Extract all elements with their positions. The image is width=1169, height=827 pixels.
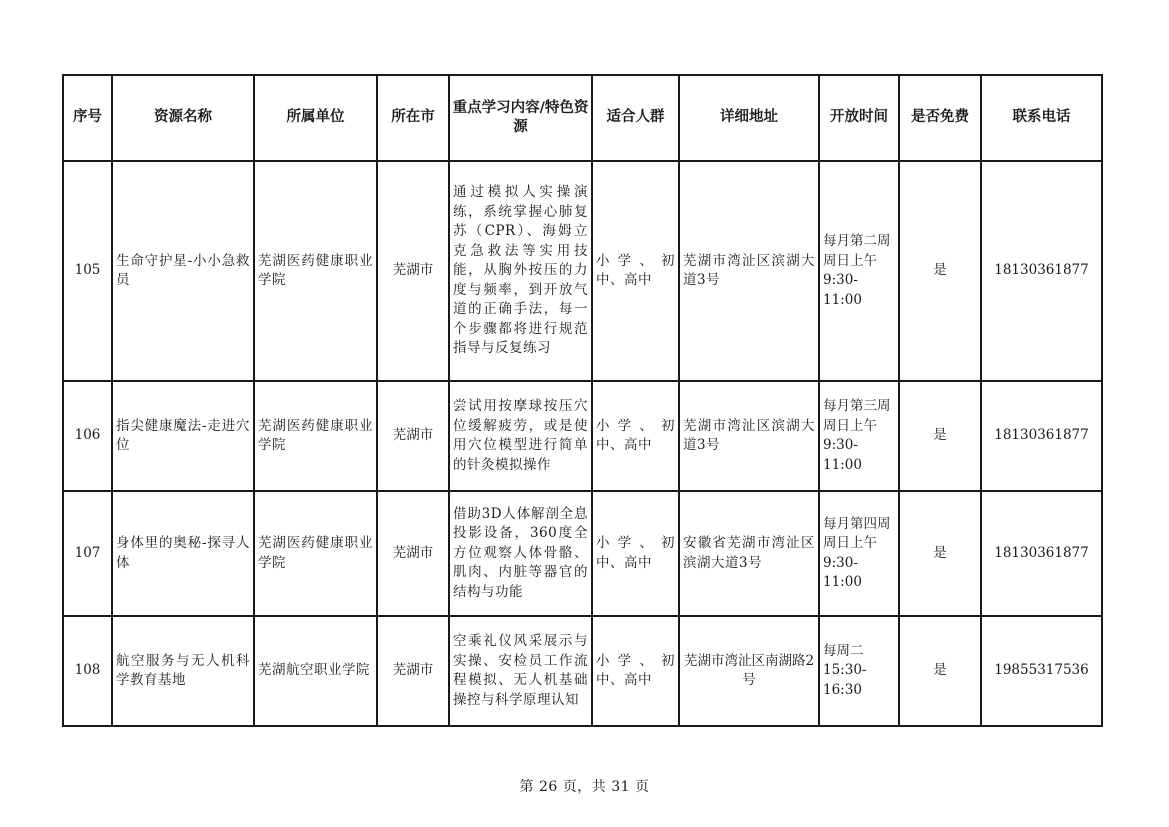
cell-city: 芜湖市	[377, 491, 449, 616]
cell-phone: 18130361877	[981, 381, 1102, 491]
cell-address: 芜湖市湾沚区滨湖大道3号	[679, 381, 819, 491]
cell-phone: 19855317536	[981, 616, 1102, 726]
table-row	[63, 616, 1102, 726]
cell-address: 芜湖市湾沚区南湖路2号	[679, 616, 819, 726]
cell-address: 安徽省芜湖市湾沚区滨湖大道3号	[679, 491, 819, 616]
cell-audience: 小学、初中、高中	[592, 491, 679, 616]
header-cell-content: 重点学习内容/特色资源	[449, 75, 592, 161]
header-cell-index: 序号	[63, 75, 112, 161]
cell-content: 尝试用按摩球按压穴位缓解疲劳，或是使用穴位模型进行简单的针灸模拟操作	[449, 381, 592, 491]
header-cell-phone: 联系电话	[981, 75, 1102, 161]
cell-content: 空乘礼仪风采展示与实操、安检员工作流程模拟、无人机基础操控与科学原理认知	[449, 616, 592, 726]
table-row	[63, 491, 1102, 616]
cell-hours: 每月第三周周日上午 9:30-11:00	[819, 381, 899, 491]
header-cell-audience: 适合人群	[592, 75, 679, 161]
cell-unit: 芜湖医药健康职业学院	[254, 161, 377, 381]
header-cell-hours: 开放时间	[819, 75, 899, 161]
table-row	[63, 381, 1102, 491]
cell-audience: 小学、初中、高中	[592, 161, 679, 381]
header-cell-resource-name: 资源名称	[112, 75, 254, 161]
cell-address: 芜湖市湾沚区滨湖大道3号	[679, 161, 819, 381]
cell-index: 107	[63, 491, 112, 616]
cell-city: 芜湖市	[377, 161, 449, 381]
table-header-row	[63, 75, 1102, 161]
cell-free: 是	[899, 616, 981, 726]
cell-free: 是	[899, 381, 981, 491]
cell-city: 芜湖市	[377, 616, 449, 726]
cell-free: 是	[899, 161, 981, 381]
cell-resource-name: 生命守护星-小小急救员	[112, 161, 254, 381]
page-footer: 第 26 页，共 31 页	[519, 779, 650, 795]
table-row	[63, 161, 1102, 381]
cell-phone: 18130361877	[981, 161, 1102, 381]
cell-content: 通过模拟人实操演练，系统掌握心肺复苏（CPR）、海姆立克急救法等实用技能，从胸外按压的力度与频率，到开放气道的正确手法，每一个步骤都将进行规范指导与反复练习	[449, 161, 592, 381]
cell-resource-name: 身体里的奥秘-探寻人体	[112, 491, 254, 616]
cell-index: 106	[63, 381, 112, 491]
cell-phone: 18130361877	[981, 491, 1102, 616]
header-cell-unit: 所属单位	[254, 75, 377, 161]
cell-content: 借助3D人体解剖全息投影设备，360度全方位观察人体骨骼、肌肉、内脏等器官的结构与功能	[449, 491, 592, 616]
cell-hours: 每周二 15:30-16:30	[819, 616, 899, 726]
cell-free: 是	[899, 491, 981, 616]
cell-city: 芜湖市	[377, 381, 449, 491]
header-cell-free: 是否免费	[899, 75, 981, 161]
cell-audience: 小学、初中、高中	[592, 381, 679, 491]
cell-index: 108	[63, 616, 112, 726]
header-cell-address: 详细地址	[679, 75, 819, 161]
resource-table	[62, 74, 1103, 727]
header-cell-city: 所在市	[377, 75, 449, 161]
cell-resource-name: 航空服务与无人机科学教育基地	[112, 616, 254, 726]
cell-resource-name: 指尖健康魔法-走进穴位	[112, 381, 254, 491]
cell-index: 105	[63, 161, 112, 381]
cell-audience: 小学、初中、高中	[592, 616, 679, 726]
cell-unit: 芜湖医药健康职业学院	[254, 381, 377, 491]
cell-unit: 芜湖航空职业学院	[254, 616, 377, 726]
cell-hours: 每月第四周周日上午 9:30-11:00	[819, 491, 899, 616]
cell-hours: 每月第二周周日上午 9:30-11:00	[819, 161, 899, 381]
cell-unit: 芜湖医药健康职业学院	[254, 491, 377, 616]
